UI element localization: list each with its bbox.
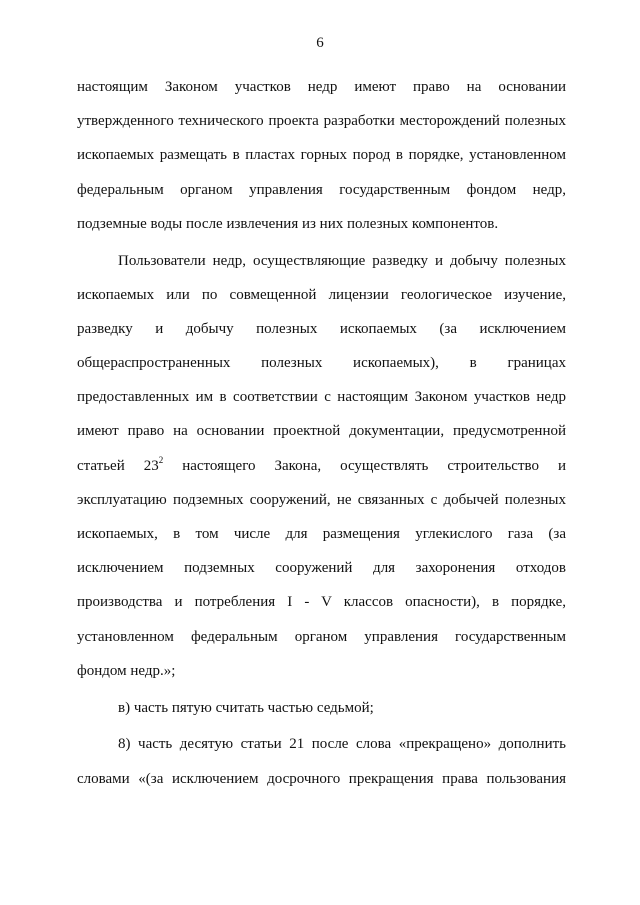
text-line: подземные воды после извлечения из них полезных компонентов. [77, 215, 499, 232]
text-segment: настоящего Закона, осуществлять строительство и [163, 457, 566, 474]
paragraph-first-line: Пользователи недр, осуществляющие разведку и добычу полезных [118, 252, 566, 269]
text-line: производства и потребления I - V классов опасности), в порядке, [77, 594, 566, 611]
superscript: 2 [158, 454, 164, 465]
text-line: словами «(за исключением досрочного прекращения права пользования [77, 770, 566, 787]
paragraph-first-line: 8) часть десятую статьи 21 после слова «прекращено» дополнить [118, 736, 566, 753]
text-line: разведку и добычу полезных ископаемых (за исключением [77, 320, 566, 337]
text-line: утвержденного технического проекта разработки месторождений полезных [77, 113, 566, 130]
text-line: фондом недр.»; [77, 662, 176, 679]
text-line: эксплуатацию подземных сооружений, не связанных с добычей полезных [77, 491, 566, 508]
text-line: предоставленных им в соответствии с настоящим Законом участков недр [77, 389, 566, 406]
text-line: ископаемых размещать в пластах горных пород в порядке, установленном [77, 147, 566, 164]
text-line: федеральным органом управления государственным фондом недр, [77, 181, 566, 198]
text-line-with-superscript [77, 449, 566, 483]
text-segment: статьей 23 [77, 457, 159, 474]
text-line: настоящим Законом участков недр имеют право на основании [77, 79, 566, 95]
text-line: общераспространенных полезных ископаемых), в границах [77, 355, 566, 372]
paragraph-first-line: в) часть пятую считать частью седьмой; [118, 699, 374, 716]
text-line: ископаемых, в том числе для размещения углекислого газа (за [77, 526, 566, 543]
text-line: установленном федеральным органом управления государственным [77, 628, 566, 645]
document-body [77, 70, 566, 796]
text-line: имеют право на основании проектной документации, предусмотренной [77, 423, 566, 440]
page-number: 6 [316, 35, 324, 51]
text-line: исключением подземных сооружений для захоронения отходов [77, 560, 566, 577]
text-line: ископаемых или по совмещенной лицензии геологическое изучение, [77, 286, 566, 303]
